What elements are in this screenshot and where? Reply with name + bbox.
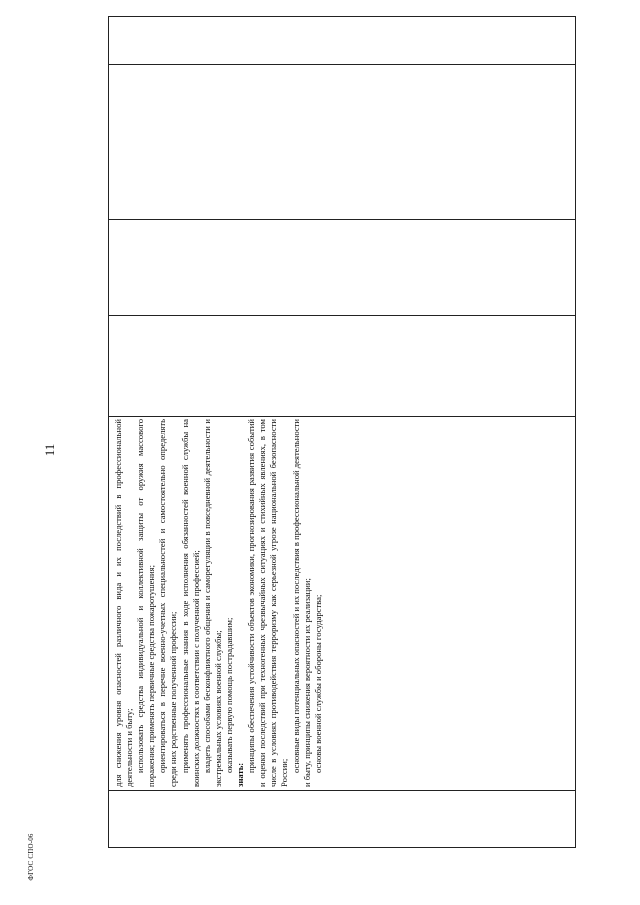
column-divider	[109, 790, 575, 791]
page-number: 11	[42, 443, 57, 457]
cell-line: основные виды потенциальных опасностей и их последствия в профессиональной деятельности и быту, принципы снижения вероятности их реализации;	[290, 419, 312, 787]
cell-line: владеть способами бесконфликтного общения и саморегуляции в повседневной деятельности и экстремальных условиях военной службы;	[201, 419, 223, 787]
section-heading: знать:	[235, 762, 246, 787]
cell-line: основы военной службы и обороны государства;	[312, 594, 323, 773]
column-divider	[109, 219, 575, 220]
column-divider	[109, 315, 575, 316]
footer-code: ФГОС СПО-06	[27, 833, 35, 881]
cell-line: применять профессиональные знания в ходе исполнения обязанностей военной службы на воинских должностях в соответствии с полученной профессией;	[179, 419, 201, 787]
skills-knowledge-cell	[113, 419, 573, 787]
landscape-page	[108, 16, 576, 848]
column-divider	[109, 416, 575, 417]
rotated-table-area	[108, 16, 576, 848]
cell-line: ориентироваться в перечне военно-учетных специальностей и самостоятельно определять среди них родственные полученной профессии;	[157, 419, 179, 787]
cell-line: оказывать первую помощь пострадавшим;	[223, 617, 234, 773]
cell-line: для снижения уровня опасностей различного вида и их последствий в профессиональной деятельности и быту;	[113, 419, 135, 787]
cell-line: принципы обеспечения устойчивости объектов экономики, прогнозирования развития событий и оценки последствий при техногенных чрезвычайных ситуациях и стихийных явлениях, в том числе в условиях противодействия терроризму как серьезной угрозе национальной безопасности России;	[246, 419, 290, 787]
competency-table	[108, 16, 576, 848]
cell-line: использовать средства индивидуальной и коллективной защиты от оружия массового поражения; применять первичные средства пожаротушения;	[135, 419, 157, 787]
column-divider	[109, 64, 575, 65]
